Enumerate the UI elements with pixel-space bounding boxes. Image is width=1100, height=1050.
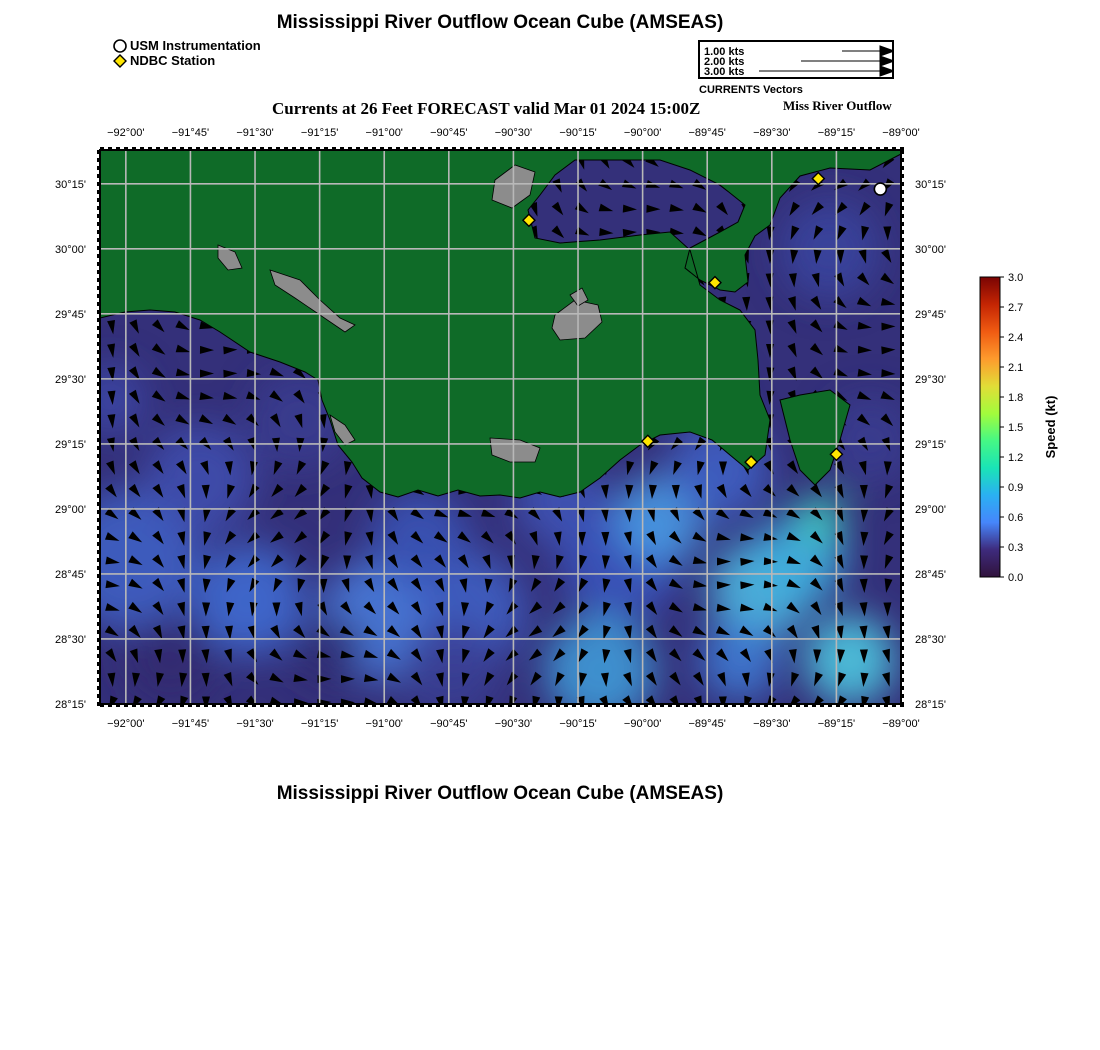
lat-tick-label-left: 30°00' bbox=[55, 243, 86, 256]
lon-tick-label-top: −89°30' bbox=[753, 127, 791, 139]
region-label: Miss River Outflow bbox=[783, 98, 892, 113]
lon-tick-label-top: −90°15' bbox=[559, 127, 597, 139]
vector-legend-entry: 2.00 kts bbox=[704, 56, 745, 68]
lat-tick-label-left: 28°30' bbox=[55, 633, 86, 646]
colorbar-label: Speed (kt) bbox=[1043, 395, 1058, 459]
lon-tick-label-bottom: −90°00' bbox=[623, 718, 662, 730]
lat-tick-label-right: 30°15' bbox=[915, 178, 946, 191]
lon-tick-label-bottom: −90°30' bbox=[494, 718, 533, 730]
lon-tick-label-top: −92°00' bbox=[107, 127, 145, 139]
lon-tick-label-bottom: −90°15' bbox=[559, 718, 597, 730]
lon-tick-label-bottom: −91°15' bbox=[300, 718, 339, 730]
page-title: Mississippi River Outflow Ocean Cube (AMSEAS) bbox=[276, 12, 724, 33]
lat-tick-label-left: 29°45' bbox=[55, 308, 86, 321]
lat-tick-label-left: 28°45' bbox=[55, 568, 86, 581]
lat-tick-label-right: 29°30' bbox=[915, 373, 946, 386]
lat-tick-label-left: 29°30' bbox=[55, 373, 86, 386]
lat-tick-label-right: 29°45' bbox=[915, 308, 946, 321]
lon-tick-label-bottom: −89°15' bbox=[817, 718, 856, 730]
lon-tick-label-bottom: −91°00' bbox=[365, 718, 403, 730]
lon-tick-label-top: −91°45' bbox=[171, 127, 210, 139]
lon-tick-label-top: −89°00' bbox=[882, 127, 920, 139]
colorbar-tick-label: 0.9 bbox=[1008, 482, 1024, 494]
lon-tick-label-top: −89°45' bbox=[688, 127, 726, 139]
lon-tick-label-bottom: −92°00' bbox=[107, 718, 145, 730]
lat-tick-label-left: 30°15' bbox=[55, 178, 86, 191]
colorbar-tick-label: 3.0 bbox=[1008, 272, 1024, 284]
lon-tick-label-bottom: −89°30' bbox=[753, 718, 791, 730]
lon-tick-label-top: −91°00' bbox=[365, 127, 403, 139]
vector-legend-caption: CURRENTS Vectors bbox=[699, 84, 803, 96]
colorbar-tick-label: 0.3 bbox=[1008, 542, 1024, 554]
colorbar-gradient bbox=[980, 277, 1000, 577]
vector-legend-entry: 1.00 kts bbox=[704, 46, 745, 58]
colorbar-tick-label: 1.2 bbox=[1008, 452, 1024, 464]
colorbar-tick-label: 2.1 bbox=[1008, 362, 1024, 374]
lat-tick-label-right: 28°30' bbox=[915, 633, 946, 646]
lat-tick-label-right: 29°15' bbox=[915, 438, 946, 451]
lon-tick-label-bottom: −90°45' bbox=[430, 718, 468, 730]
lat-tick-label-left: 28°15' bbox=[55, 699, 86, 711]
lat-tick-label-right: 28°45' bbox=[915, 568, 946, 581]
lon-tick-label-bottom: −89°00' bbox=[882, 718, 920, 730]
lat-tick-label-left: 29°15' bbox=[55, 438, 86, 451]
lon-tick-label-bottom: −91°45' bbox=[171, 718, 210, 730]
colorbar-tick-label: 0.6 bbox=[1008, 512, 1024, 524]
lon-tick-label-bottom: −91°30' bbox=[236, 718, 274, 730]
lat-tick-label-right: 30°00' bbox=[915, 243, 946, 256]
lon-tick-label-top: −90°45' bbox=[430, 127, 468, 139]
colorbar-tick-label: 1.5 bbox=[1008, 422, 1024, 434]
vector-legend-entry: 3.00 kts bbox=[704, 66, 745, 77]
lon-tick-label-top: −91°15' bbox=[300, 127, 339, 139]
ndbc-legend-label: NDBC Station bbox=[130, 53, 216, 68]
colorbar-tick-label: 1.8 bbox=[1008, 392, 1024, 404]
lon-tick-label-top: −90°00' bbox=[623, 127, 662, 139]
lon-tick-label-bottom: −89°45' bbox=[688, 718, 726, 730]
map-subtitle: Currents at 26 Feet FORECAST valid Mar 01 2024 15:00Z bbox=[272, 99, 701, 118]
speed-colorbar bbox=[980, 272, 1058, 584]
colorbar-tick-label: 0.0 bbox=[1008, 572, 1024, 584]
footer-title: Mississippi River Outflow Ocean Cube (AMSEAS) bbox=[276, 783, 724, 804]
lat-tick-label-right: 29°00' bbox=[915, 503, 946, 516]
lon-tick-label-top: −91°30' bbox=[236, 127, 274, 139]
lon-tick-label-top: −89°15' bbox=[817, 127, 856, 139]
lat-tick-label-right: 28°15' bbox=[915, 699, 946, 711]
lon-tick-label-top: −90°30' bbox=[494, 127, 533, 139]
usm-legend-label: USM Instrumentation bbox=[130, 38, 261, 53]
usm-site-marker[interactable] bbox=[874, 183, 886, 195]
colorbar-tick-label: 2.7 bbox=[1008, 302, 1024, 314]
lat-tick-label-left: 29°00' bbox=[55, 503, 86, 516]
colorbar-tick-label: 2.4 bbox=[1008, 332, 1024, 344]
